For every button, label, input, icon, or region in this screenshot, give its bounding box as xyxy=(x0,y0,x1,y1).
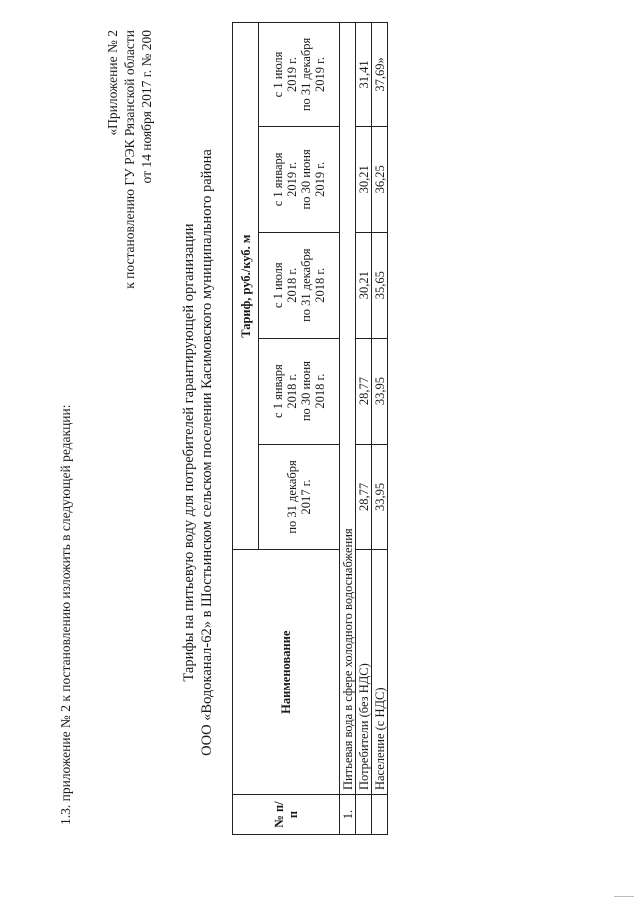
period-header: с 1 июля 2019 г. по 31 декабря 2019 г. xyxy=(259,23,340,127)
intro-text: 1.3. приложение № 2 к постановлению изложить в следующей редакции: xyxy=(58,404,73,825)
header-name: Наименование xyxy=(233,550,340,795)
tariff-value: 35,65 xyxy=(372,232,388,338)
period-header: по 31 декабря 2017 г. xyxy=(259,444,340,550)
tariff-value: 31,41 xyxy=(356,23,372,127)
tariff-value: 30,21 xyxy=(356,126,372,232)
appendix-line-3: от 14 ноября 2017 г. № 200 xyxy=(139,30,154,184)
header-number: № п/п xyxy=(233,795,340,835)
appendix-reference xyxy=(104,30,155,289)
tariff-table xyxy=(232,22,388,835)
scan-artifact xyxy=(614,896,634,897)
section-name: Питьевая вода в сфере холодного водоснабжения xyxy=(340,23,356,795)
row-name: Потребители (без НДС) xyxy=(356,550,372,795)
document-title xyxy=(180,0,216,905)
appendix-line-2: к постановлению ГУ РЭК Рязанской области xyxy=(122,30,137,289)
table-row xyxy=(340,23,356,835)
tariff-value: 28,77 xyxy=(356,338,372,444)
tariff-value: 37,69» xyxy=(372,23,388,127)
period-header: с 1 января 2018 г. по 30 июня 2018 г. xyxy=(259,338,340,444)
title-line-2: ООО «Водоканал-62» в Шостьинском сельском поселении Касимовского муниципального района xyxy=(199,149,215,756)
tariff-value: 33,95 xyxy=(372,338,388,444)
tariff-value: 28,77 xyxy=(356,444,372,550)
title-line-1: Тарифы на питьевую воду для потребителей гарантирующей организации xyxy=(181,223,197,682)
row-number-empty xyxy=(356,795,372,835)
tariff-value: 36,25 xyxy=(372,126,388,232)
tariff-value: 33,95 xyxy=(372,444,388,550)
row-name: Население (с НДС) xyxy=(372,550,388,795)
table-row xyxy=(356,23,372,835)
row-number-empty xyxy=(372,795,388,835)
appendix-line-1: «Приложение № 2 xyxy=(105,30,120,136)
table-row xyxy=(372,23,388,835)
header-tariff: Тариф, руб./куб. м xyxy=(233,23,259,550)
period-header: с 1 января 2019 г. по 30 июня 2019 г. xyxy=(259,126,340,232)
tariff-value: 30,21 xyxy=(356,232,372,338)
period-header: с 1 июля 2018 г. по 31 декабря 2018 г. xyxy=(259,232,340,338)
section-number: 1. xyxy=(340,795,356,835)
